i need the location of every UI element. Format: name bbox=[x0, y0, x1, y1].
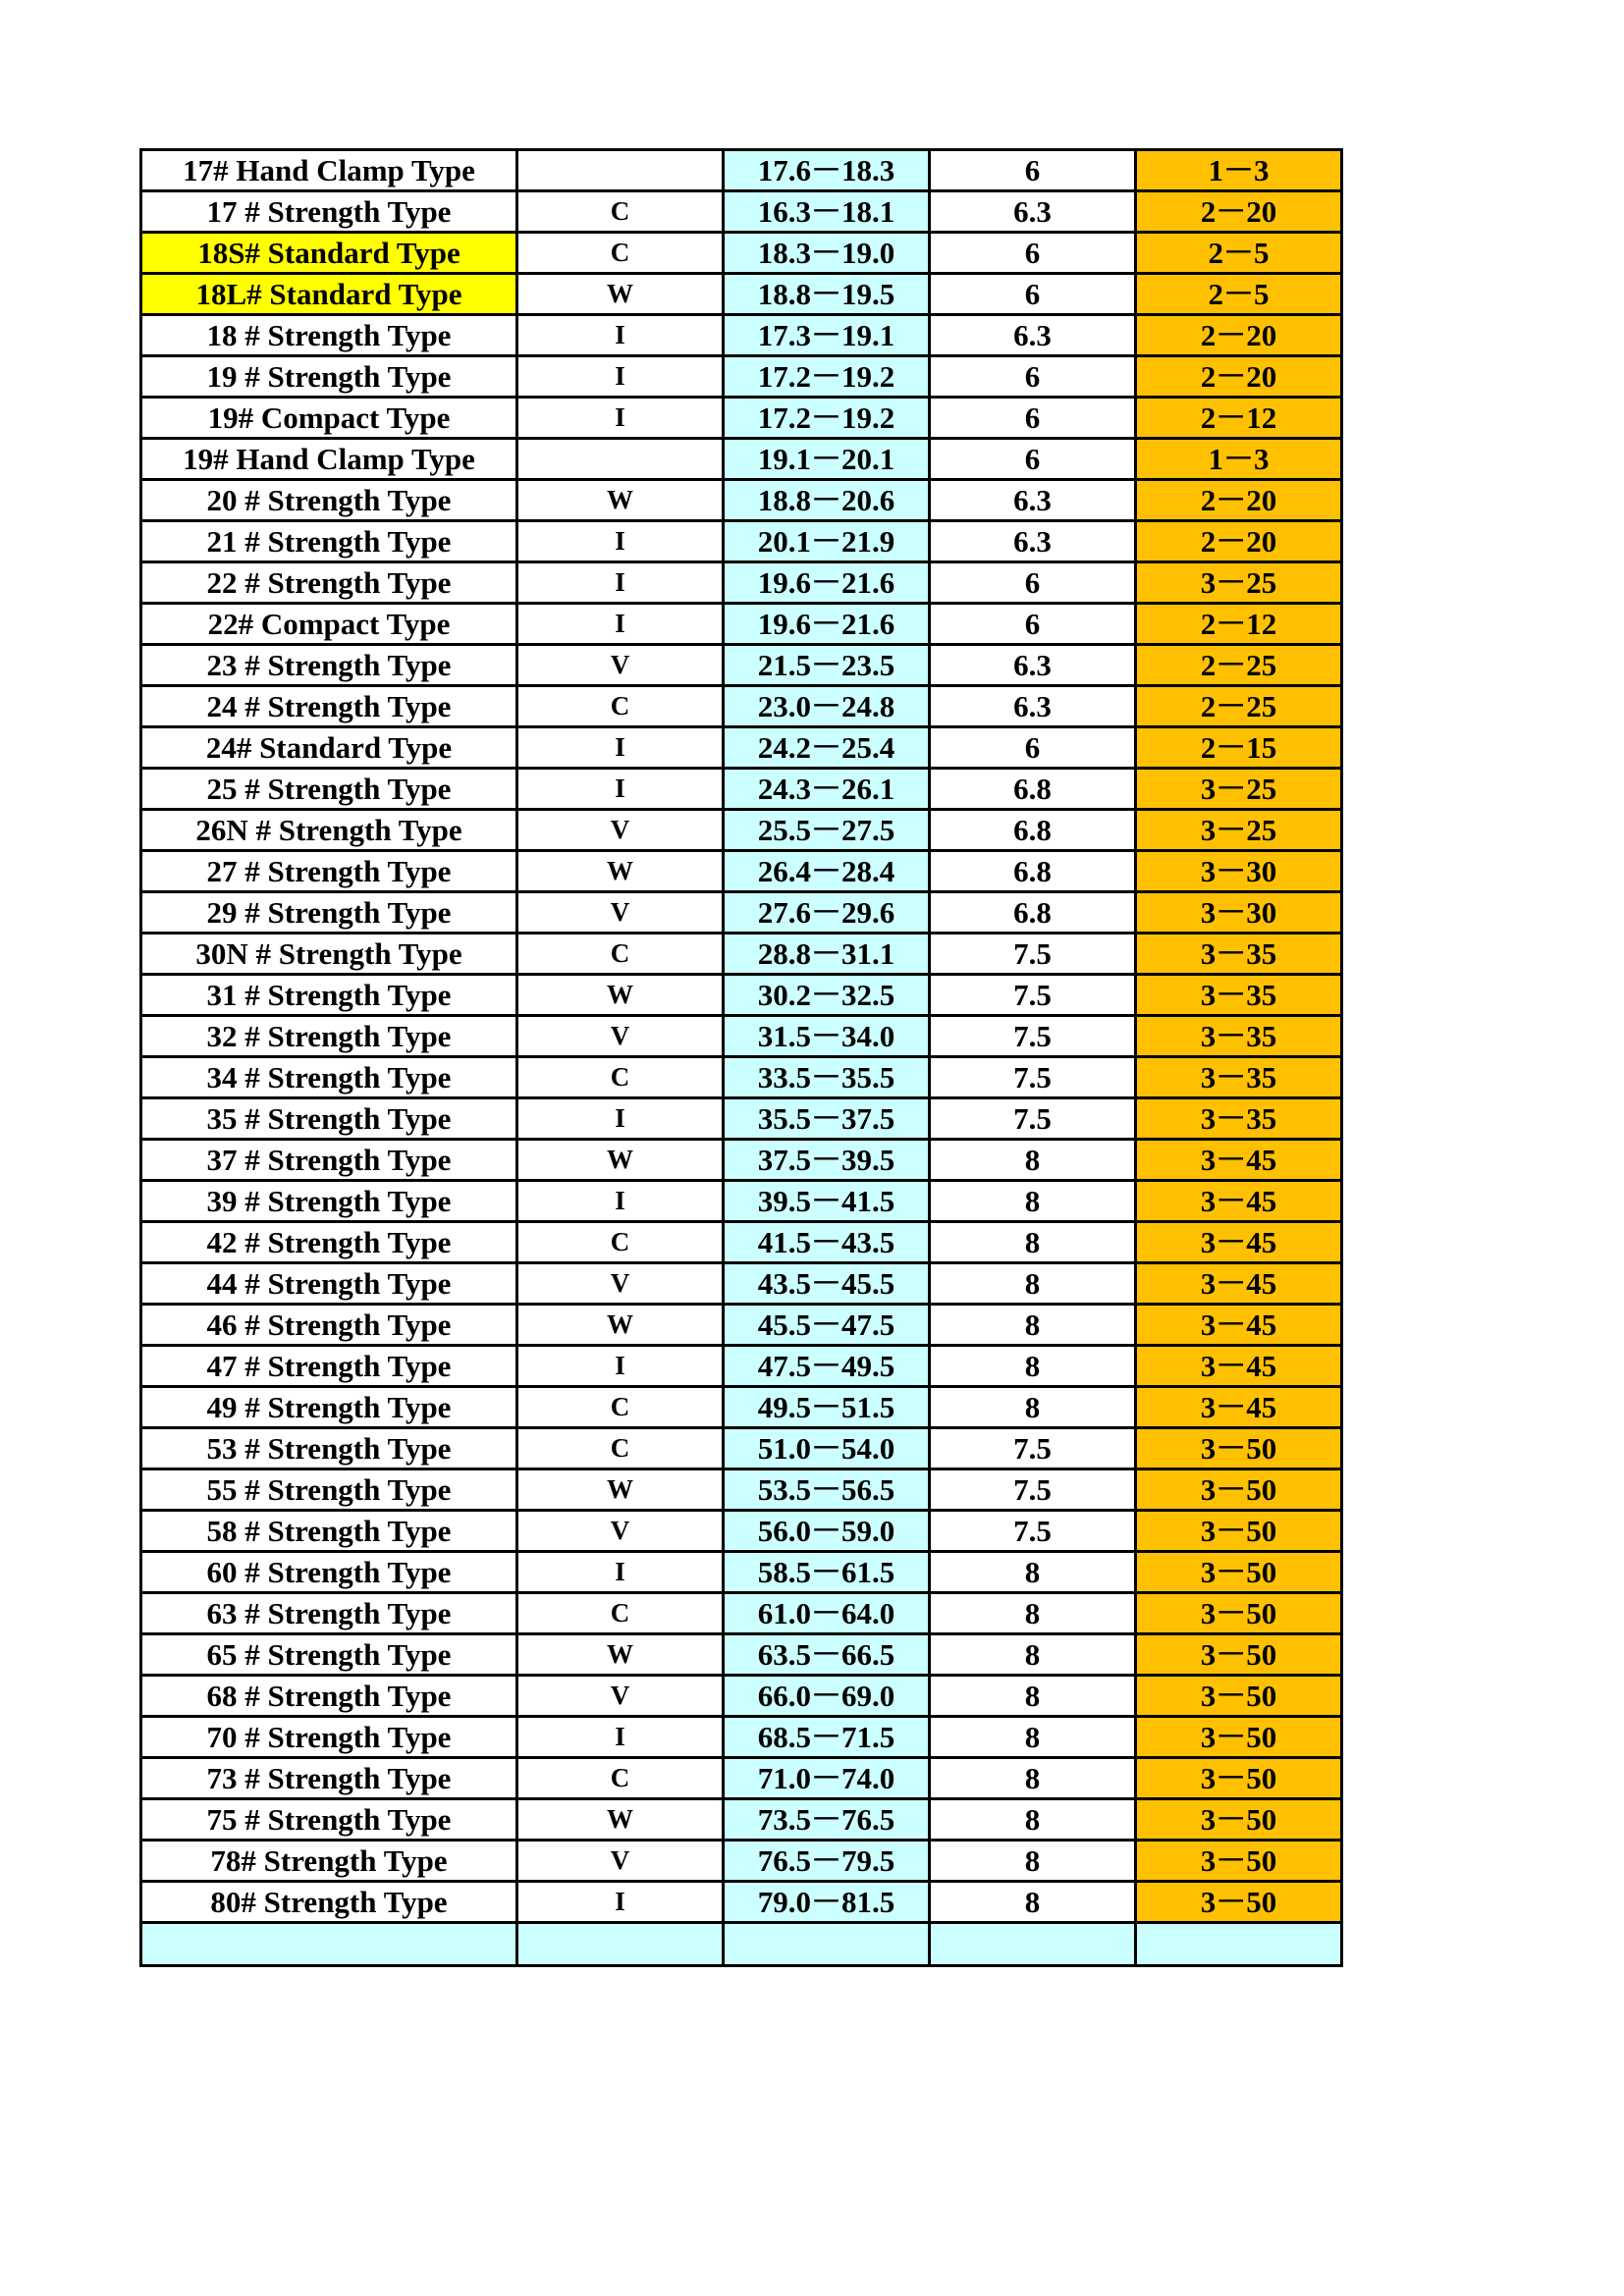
table-row bbox=[141, 1841, 1342, 1882]
type-name-cell: 22# Compact Type bbox=[141, 604, 517, 645]
code-cell: V bbox=[517, 1263, 724, 1305]
table-row bbox=[141, 439, 1342, 480]
quantity-cell: 2－20 bbox=[1136, 315, 1342, 356]
quantity-cell: 3－45 bbox=[1136, 1305, 1342, 1346]
value-cell: 7.5 bbox=[930, 1057, 1136, 1098]
range-cell: 76.5－79.5 bbox=[724, 1841, 930, 1882]
quantity-cell: 3－45 bbox=[1136, 1140, 1342, 1181]
range-cell: 66.0－69.0 bbox=[724, 1676, 930, 1717]
type-name-cell: 60 # Strength Type bbox=[141, 1552, 517, 1593]
code-cell: V bbox=[517, 1676, 724, 1717]
quantity-cell: 3－45 bbox=[1136, 1387, 1342, 1428]
value-cell: 8 bbox=[930, 1841, 1136, 1882]
code-cell: V bbox=[517, 1016, 724, 1057]
empty-cell-range bbox=[724, 1923, 930, 1966]
range-cell: 20.1－21.9 bbox=[724, 521, 930, 562]
range-cell: 51.0－54.0 bbox=[724, 1428, 930, 1469]
value-cell: 6 bbox=[930, 439, 1136, 480]
code-cell: I bbox=[517, 1098, 724, 1140]
quantity-cell: 2－12 bbox=[1136, 398, 1342, 439]
range-cell: 16.3－18.1 bbox=[724, 191, 930, 233]
value-cell: 7.5 bbox=[930, 1511, 1136, 1552]
quantity-cell: 3－45 bbox=[1136, 1346, 1342, 1387]
code-cell: W bbox=[517, 274, 724, 315]
table-row bbox=[141, 1593, 1342, 1634]
table-row bbox=[141, 1428, 1342, 1469]
range-cell: 17.3－19.1 bbox=[724, 315, 930, 356]
code-cell: I bbox=[517, 1181, 724, 1222]
quantity-cell: 1－3 bbox=[1136, 439, 1342, 480]
value-cell: 8 bbox=[930, 1346, 1136, 1387]
value-cell: 8 bbox=[930, 1263, 1136, 1305]
type-name-cell: 80# Strength Type bbox=[141, 1882, 517, 1923]
type-name-cell: 55 # Strength Type bbox=[141, 1469, 517, 1511]
code-cell: C bbox=[517, 233, 724, 274]
quantity-cell: 3－50 bbox=[1136, 1428, 1342, 1469]
value-cell: 8 bbox=[930, 1222, 1136, 1263]
value-cell: 7.5 bbox=[930, 1469, 1136, 1511]
range-cell: 39.5－41.5 bbox=[724, 1181, 930, 1222]
quantity-cell: 2－5 bbox=[1136, 274, 1342, 315]
type-name-cell: 17 # Strength Type bbox=[141, 191, 517, 233]
range-cell: 71.0－74.0 bbox=[724, 1758, 930, 1799]
range-cell: 24.2－25.4 bbox=[724, 727, 930, 769]
quantity-cell: 2－20 bbox=[1136, 480, 1342, 521]
type-name-cell: 78# Strength Type bbox=[141, 1841, 517, 1882]
value-cell: 6 bbox=[930, 398, 1136, 439]
quantity-cell: 2－15 bbox=[1136, 727, 1342, 769]
code-cell: C bbox=[517, 1593, 724, 1634]
type-name-cell: 19# Hand Clamp Type bbox=[141, 439, 517, 480]
code-cell: C bbox=[517, 1057, 724, 1098]
type-name-cell: 42 # Strength Type bbox=[141, 1222, 517, 1263]
range-cell: 47.5－49.5 bbox=[724, 1346, 930, 1387]
table-row bbox=[141, 1305, 1342, 1346]
quantity-cell: 3－35 bbox=[1136, 1057, 1342, 1098]
type-name-cell: 26N # Strength Type bbox=[141, 810, 517, 851]
range-cell: 17.2－19.2 bbox=[724, 356, 930, 398]
quantity-cell: 3－50 bbox=[1136, 1841, 1342, 1882]
quantity-cell: 3－45 bbox=[1136, 1181, 1342, 1222]
value-cell: 8 bbox=[930, 1140, 1136, 1181]
value-cell: 6.8 bbox=[930, 851, 1136, 892]
value-cell: 6.3 bbox=[930, 315, 1136, 356]
value-cell: 6 bbox=[930, 727, 1136, 769]
quantity-cell: 3－25 bbox=[1136, 562, 1342, 604]
table-row bbox=[141, 810, 1342, 851]
table-row bbox=[141, 1758, 1342, 1799]
range-cell: 26.4－28.4 bbox=[724, 851, 930, 892]
type-name-cell: 32 # Strength Type bbox=[141, 1016, 517, 1057]
value-cell: 6.3 bbox=[930, 480, 1136, 521]
table-row bbox=[141, 1634, 1342, 1676]
code-cell: I bbox=[517, 1882, 724, 1923]
range-cell: 17.2－19.2 bbox=[724, 398, 930, 439]
type-name-cell: 47 # Strength Type bbox=[141, 1346, 517, 1387]
code-cell: I bbox=[517, 1552, 724, 1593]
value-cell: 7.5 bbox=[930, 934, 1136, 975]
table-row bbox=[141, 562, 1342, 604]
table-row bbox=[141, 604, 1342, 645]
table-row bbox=[141, 892, 1342, 934]
value-cell: 7.5 bbox=[930, 1428, 1136, 1469]
value-cell: 6.8 bbox=[930, 892, 1136, 934]
value-cell: 8 bbox=[930, 1181, 1136, 1222]
type-name-cell: 63 # Strength Type bbox=[141, 1593, 517, 1634]
quantity-cell: 3－30 bbox=[1136, 851, 1342, 892]
table-row bbox=[141, 645, 1342, 686]
range-cell: 18.8－20.6 bbox=[724, 480, 930, 521]
code-cell: W bbox=[517, 1469, 724, 1511]
table-row bbox=[141, 851, 1342, 892]
range-cell: 61.0－64.0 bbox=[724, 1593, 930, 1634]
type-name-cell: 53 # Strength Type bbox=[141, 1428, 517, 1469]
range-cell: 27.6－29.6 bbox=[724, 892, 930, 934]
code-cell: I bbox=[517, 562, 724, 604]
table-row bbox=[141, 1882, 1342, 1923]
value-cell: 8 bbox=[930, 1882, 1136, 1923]
value-cell: 8 bbox=[930, 1552, 1136, 1593]
code-cell bbox=[517, 439, 724, 480]
value-cell: 6 bbox=[930, 233, 1136, 274]
range-cell: 68.5－71.5 bbox=[724, 1717, 930, 1758]
type-name-cell: 70 # Strength Type bbox=[141, 1717, 517, 1758]
table-row bbox=[141, 1676, 1342, 1717]
quantity-cell: 3－50 bbox=[1136, 1676, 1342, 1717]
code-cell: I bbox=[517, 769, 724, 810]
code-cell: I bbox=[517, 1717, 724, 1758]
value-cell: 7.5 bbox=[930, 1016, 1136, 1057]
code-cell: I bbox=[517, 356, 724, 398]
quantity-cell: 3－50 bbox=[1136, 1717, 1342, 1758]
range-cell: 43.5－45.5 bbox=[724, 1263, 930, 1305]
empty-cell-code bbox=[517, 1923, 724, 1966]
code-cell: C bbox=[517, 1387, 724, 1428]
type-name-cell: 18 # Strength Type bbox=[141, 315, 517, 356]
table-row bbox=[141, 769, 1342, 810]
type-name-cell: 49 # Strength Type bbox=[141, 1387, 517, 1428]
type-name-cell: 18L# Standard Type bbox=[141, 274, 517, 315]
quantity-cell: 3－30 bbox=[1136, 892, 1342, 934]
quantity-cell: 3－35 bbox=[1136, 975, 1342, 1016]
quantity-cell: 2－20 bbox=[1136, 191, 1342, 233]
quantity-cell: 2－5 bbox=[1136, 233, 1342, 274]
type-name-cell: 23 # Strength Type bbox=[141, 645, 517, 686]
type-name-cell: 19 # Strength Type bbox=[141, 356, 517, 398]
type-name-cell: 44 # Strength Type bbox=[141, 1263, 517, 1305]
code-cell: V bbox=[517, 1511, 724, 1552]
range-cell: 35.5－37.5 bbox=[724, 1098, 930, 1140]
type-name-cell: 24# Standard Type bbox=[141, 727, 517, 769]
value-cell: 8 bbox=[930, 1758, 1136, 1799]
code-cell: C bbox=[517, 686, 724, 727]
table-row bbox=[141, 233, 1342, 274]
range-cell: 30.2－32.5 bbox=[724, 975, 930, 1016]
type-name-cell: 20 # Strength Type bbox=[141, 480, 517, 521]
range-cell: 28.8－31.1 bbox=[724, 934, 930, 975]
code-cell: W bbox=[517, 975, 724, 1016]
table-row bbox=[141, 934, 1342, 975]
code-cell: C bbox=[517, 1758, 724, 1799]
table-row bbox=[141, 150, 1342, 191]
range-cell: 24.3－26.1 bbox=[724, 769, 930, 810]
value-cell: 6 bbox=[930, 562, 1136, 604]
table-row bbox=[141, 1346, 1342, 1387]
table-row bbox=[141, 1799, 1342, 1841]
type-name-cell: 65 # Strength Type bbox=[141, 1634, 517, 1676]
type-name-cell: 17# Hand Clamp Type bbox=[141, 150, 517, 191]
quantity-cell: 3－25 bbox=[1136, 810, 1342, 851]
quantity-cell: 2－20 bbox=[1136, 356, 1342, 398]
table-row bbox=[141, 1552, 1342, 1593]
table-row bbox=[141, 398, 1342, 439]
quantity-cell: 3－50 bbox=[1136, 1469, 1342, 1511]
value-cell: 6 bbox=[930, 604, 1136, 645]
code-cell: I bbox=[517, 727, 724, 769]
value-cell: 7.5 bbox=[930, 975, 1136, 1016]
type-name-cell: 18S# Standard Type bbox=[141, 233, 517, 274]
table-row bbox=[141, 315, 1342, 356]
value-cell: 6.3 bbox=[930, 686, 1136, 727]
table-row bbox=[141, 1057, 1342, 1098]
table-row bbox=[141, 1469, 1342, 1511]
type-name-cell: 19# Compact Type bbox=[141, 398, 517, 439]
quantity-cell: 3－35 bbox=[1136, 1016, 1342, 1057]
empty-cell-qty bbox=[1136, 1923, 1342, 1966]
type-name-cell: 25 # Strength Type bbox=[141, 769, 517, 810]
range-cell: 45.5－47.5 bbox=[724, 1305, 930, 1346]
code-cell: I bbox=[517, 604, 724, 645]
type-name-cell: 58 # Strength Type bbox=[141, 1511, 517, 1552]
quantity-cell: 3－50 bbox=[1136, 1511, 1342, 1552]
table-row bbox=[141, 1263, 1342, 1305]
code-cell: V bbox=[517, 810, 724, 851]
code-cell: W bbox=[517, 480, 724, 521]
quantity-cell: 3－50 bbox=[1136, 1882, 1342, 1923]
value-cell: 6.3 bbox=[930, 191, 1136, 233]
empty-row bbox=[141, 1923, 1342, 1966]
range-cell: 17.6－18.3 bbox=[724, 150, 930, 191]
quantity-cell: 3－25 bbox=[1136, 769, 1342, 810]
type-name-cell: 21 # Strength Type bbox=[141, 521, 517, 562]
range-cell: 49.5－51.5 bbox=[724, 1387, 930, 1428]
range-cell: 25.5－27.5 bbox=[724, 810, 930, 851]
value-cell: 6.8 bbox=[930, 810, 1136, 851]
code-cell: I bbox=[517, 1346, 724, 1387]
range-cell: 19.1－20.1 bbox=[724, 439, 930, 480]
code-cell bbox=[517, 150, 724, 191]
code-cell: C bbox=[517, 191, 724, 233]
type-name-cell: 73 # Strength Type bbox=[141, 1758, 517, 1799]
value-cell: 6 bbox=[930, 150, 1136, 191]
type-name-cell: 68 # Strength Type bbox=[141, 1676, 517, 1717]
value-cell: 6.8 bbox=[930, 769, 1136, 810]
quantity-cell: 3－35 bbox=[1136, 1098, 1342, 1140]
range-cell: 33.5－35.5 bbox=[724, 1057, 930, 1098]
table-row bbox=[141, 975, 1342, 1016]
quantity-cell: 2－20 bbox=[1136, 521, 1342, 562]
quantity-cell: 3－50 bbox=[1136, 1552, 1342, 1593]
type-name-cell: 27 # Strength Type bbox=[141, 851, 517, 892]
value-cell: 8 bbox=[930, 1593, 1136, 1634]
type-name-cell: 46 # Strength Type bbox=[141, 1305, 517, 1346]
type-name-cell: 39 # Strength Type bbox=[141, 1181, 517, 1222]
quantity-cell: 3－45 bbox=[1136, 1222, 1342, 1263]
table-row bbox=[141, 1222, 1342, 1263]
code-cell: C bbox=[517, 934, 724, 975]
range-cell: 41.5－43.5 bbox=[724, 1222, 930, 1263]
range-cell: 37.5－39.5 bbox=[724, 1140, 930, 1181]
value-cell: 8 bbox=[930, 1717, 1136, 1758]
range-cell: 58.5－61.5 bbox=[724, 1552, 930, 1593]
quantity-cell: 3－50 bbox=[1136, 1593, 1342, 1634]
table-row bbox=[141, 1181, 1342, 1222]
quantity-cell: 1－3 bbox=[1136, 150, 1342, 191]
spec-table-body bbox=[141, 150, 1342, 1966]
spec-table bbox=[139, 148, 1343, 1967]
table-row bbox=[141, 686, 1342, 727]
range-cell: 53.5－56.5 bbox=[724, 1469, 930, 1511]
code-cell: C bbox=[517, 1428, 724, 1469]
quantity-cell: 3－45 bbox=[1136, 1263, 1342, 1305]
code-cell: W bbox=[517, 1305, 724, 1346]
table-row bbox=[141, 1140, 1342, 1181]
value-cell: 8 bbox=[930, 1676, 1136, 1717]
type-name-cell: 29 # Strength Type bbox=[141, 892, 517, 934]
table-row bbox=[141, 274, 1342, 315]
quantity-cell: 2－25 bbox=[1136, 686, 1342, 727]
type-name-cell: 35 # Strength Type bbox=[141, 1098, 517, 1140]
table-row bbox=[141, 1016, 1342, 1057]
table-row bbox=[141, 356, 1342, 398]
code-cell: W bbox=[517, 1140, 724, 1181]
range-cell: 19.6－21.6 bbox=[724, 604, 930, 645]
table-row bbox=[141, 191, 1342, 233]
quantity-cell: 3－50 bbox=[1136, 1799, 1342, 1841]
type-name-cell: 22 # Strength Type bbox=[141, 562, 517, 604]
empty-cell-value bbox=[930, 1923, 1136, 1966]
code-cell: W bbox=[517, 1799, 724, 1841]
table-row bbox=[141, 480, 1342, 521]
quantity-cell: 3－35 bbox=[1136, 934, 1342, 975]
quantity-cell: 3－50 bbox=[1136, 1758, 1342, 1799]
quantity-cell: 3－50 bbox=[1136, 1634, 1342, 1676]
value-cell: 7.5 bbox=[930, 1098, 1136, 1140]
range-cell: 23.0－24.8 bbox=[724, 686, 930, 727]
value-cell: 8 bbox=[930, 1634, 1136, 1676]
value-cell: 6.3 bbox=[930, 521, 1136, 562]
range-cell: 63.5－66.5 bbox=[724, 1634, 930, 1676]
code-cell: W bbox=[517, 851, 724, 892]
range-cell: 31.5－34.0 bbox=[724, 1016, 930, 1057]
range-cell: 18.3－19.0 bbox=[724, 233, 930, 274]
value-cell: 8 bbox=[930, 1305, 1136, 1346]
code-cell: I bbox=[517, 521, 724, 562]
table-row bbox=[141, 521, 1342, 562]
code-cell: I bbox=[517, 315, 724, 356]
code-cell: V bbox=[517, 1841, 724, 1882]
range-cell: 79.0－81.5 bbox=[724, 1882, 930, 1923]
range-cell: 21.5－23.5 bbox=[724, 645, 930, 686]
table-row bbox=[141, 727, 1342, 769]
value-cell: 8 bbox=[930, 1387, 1136, 1428]
table-row bbox=[141, 1387, 1342, 1428]
code-cell: V bbox=[517, 645, 724, 686]
range-cell: 73.5－76.5 bbox=[724, 1799, 930, 1841]
empty-cell-name bbox=[141, 1923, 517, 1966]
code-cell: V bbox=[517, 892, 724, 934]
table-row bbox=[141, 1511, 1342, 1552]
type-name-cell: 37 # Strength Type bbox=[141, 1140, 517, 1181]
value-cell: 6 bbox=[930, 356, 1136, 398]
type-name-cell: 24 # Strength Type bbox=[141, 686, 517, 727]
code-cell: C bbox=[517, 1222, 724, 1263]
quantity-cell: 2－12 bbox=[1136, 604, 1342, 645]
range-cell: 56.0－59.0 bbox=[724, 1511, 930, 1552]
table-row bbox=[141, 1098, 1342, 1140]
value-cell: 6 bbox=[930, 274, 1136, 315]
type-name-cell: 75 # Strength Type bbox=[141, 1799, 517, 1841]
table-row bbox=[141, 1717, 1342, 1758]
value-cell: 6.3 bbox=[930, 645, 1136, 686]
type-name-cell: 31 # Strength Type bbox=[141, 975, 517, 1016]
range-cell: 19.6－21.6 bbox=[724, 562, 930, 604]
type-name-cell: 34 # Strength Type bbox=[141, 1057, 517, 1098]
value-cell: 8 bbox=[930, 1799, 1136, 1841]
code-cell: W bbox=[517, 1634, 724, 1676]
quantity-cell: 2－25 bbox=[1136, 645, 1342, 686]
type-name-cell: 30N # Strength Type bbox=[141, 934, 517, 975]
code-cell: I bbox=[517, 398, 724, 439]
range-cell: 18.8－19.5 bbox=[724, 274, 930, 315]
